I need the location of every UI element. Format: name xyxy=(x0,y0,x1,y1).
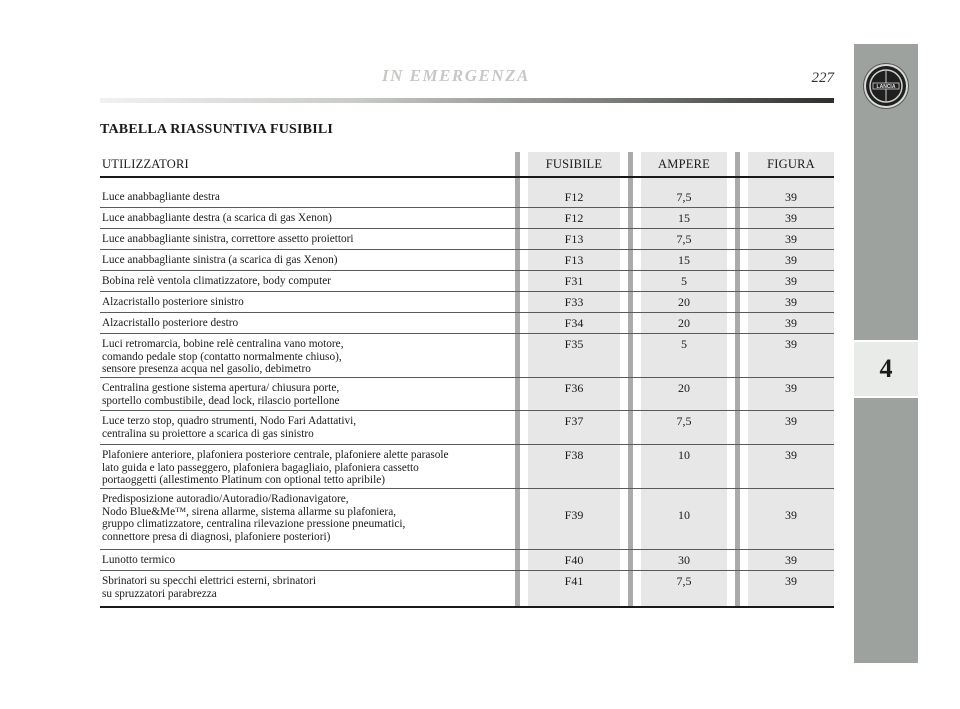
figura-cell: 39 xyxy=(785,211,797,225)
figura-cell: 39 xyxy=(785,381,797,395)
table-header xyxy=(100,152,834,177)
ampere-cell: 7,5 xyxy=(676,574,692,588)
ampere-cell: 15 xyxy=(678,253,690,267)
column-header-utilizzatori: UTILIZZATORI xyxy=(102,157,189,171)
figura-cell: 39 xyxy=(785,316,797,330)
column-header-fusibile: FUSIBILE xyxy=(545,157,603,171)
ampere-cell: 15 xyxy=(678,211,690,225)
fusibile-cell: F31 xyxy=(564,274,584,288)
section-title: TABELLA RIASSUNTIVA FUSIBILI xyxy=(100,122,334,137)
utilizzatore-cell: Predisposizione autoradio/Autoradio/Radionavigatore, Nodo Blue&Me™, sirena allarme, sistema allarme su plafoniera, gruppo climatizzatore, centralina rilevazione pressione pneumatici, connettore presa di diagnosi, plafoniere posteriori) xyxy=(102,493,406,543)
header-underline xyxy=(100,176,834,178)
utilizzatore-cell: Bobina relè ventola climatizzatore, body computer xyxy=(102,275,331,287)
fusibile-cell: F12 xyxy=(564,211,584,225)
fusibile-cell: F13 xyxy=(564,232,584,246)
fusibile-cell: F39 xyxy=(564,508,584,522)
table-row xyxy=(100,312,834,334)
utilizzatore-cell: Alzacristallo posteriore destro xyxy=(102,317,239,329)
figura-cell: 39 xyxy=(785,232,797,246)
figura-cell: 39 xyxy=(785,553,797,567)
table-bottom-rule xyxy=(100,606,834,608)
ampere-cell: 10 xyxy=(678,508,690,522)
fusibile-cell: F33 xyxy=(564,295,584,309)
ampere-cell: 7,5 xyxy=(676,414,692,428)
fusibile-cell: F35 xyxy=(564,337,584,351)
table-row xyxy=(100,570,834,606)
figura-cell: 39 xyxy=(785,295,797,309)
fusibile-cell: F36 xyxy=(564,381,584,395)
table-row xyxy=(100,249,834,271)
figura-cell: 39 xyxy=(785,414,797,428)
utilizzatore-cell: Centralina gestione sistema apertura/ chiusura porte, sportello combustibile, dead lock, rilascio portellone xyxy=(102,382,340,407)
ampere-cell: 5 xyxy=(681,274,687,288)
fusibile-cell: F37 xyxy=(564,414,584,428)
header-rule xyxy=(100,98,834,103)
figura-cell: 39 xyxy=(785,448,797,462)
fusibile-cell: F40 xyxy=(564,553,584,567)
ampere-cell: 7,5 xyxy=(676,190,692,204)
ampere-cell: 7,5 xyxy=(676,232,692,246)
figura-cell: 39 xyxy=(785,337,797,351)
column-header-ampere: AMPERE xyxy=(658,157,710,171)
table-row xyxy=(100,549,834,571)
table-row xyxy=(100,270,834,292)
svg-text:LANCIA: LANCIA xyxy=(876,84,896,90)
ampere-cell: 30 xyxy=(678,553,690,567)
figura-cell: 39 xyxy=(785,190,797,204)
running-header-title: IN EMERGENZA xyxy=(382,66,530,85)
table-row xyxy=(100,488,834,550)
utilizzatore-cell: Luce anabbagliante destra xyxy=(102,191,220,203)
figura-cell: 39 xyxy=(785,508,797,522)
ampere-cell: 20 xyxy=(678,316,690,330)
utilizzatore-cell: Luce anabbagliante destra (a scarica di gas Xenon) xyxy=(102,212,332,224)
table-row xyxy=(100,333,834,378)
table-row xyxy=(100,377,834,411)
figura-cell: 39 xyxy=(785,274,797,288)
fusibile-cell: F38 xyxy=(564,448,584,462)
table-row xyxy=(100,207,834,229)
utilizzatore-cell: Luce anabbagliante sinistra, correttore assetto proiettori xyxy=(102,233,354,245)
ampere-cell: 20 xyxy=(678,381,690,395)
utilizzatore-cell: Luce terzo stop, quadro strumenti, Nodo Fari Adattativi, centralina su proiettore a scarica di gas sinistro xyxy=(102,415,357,440)
chapter-number: 4 xyxy=(854,340,918,398)
table-row xyxy=(100,228,834,250)
figura-cell: 39 xyxy=(785,574,797,588)
column-header-figura: FIGURA xyxy=(767,157,815,171)
page-number: 227 xyxy=(811,70,834,86)
utilizzatore-cell: Luce anabbagliante sinistra (a scarica di gas Xenon) xyxy=(102,254,338,266)
table-row xyxy=(100,444,834,489)
ampere-cell: 20 xyxy=(678,295,690,309)
utilizzatore-cell: Luci retromarcia, bobine relè centralina vano motore, comando pedale stop (contatto normalmente chiuso), sensore presenza acqua nel gasolio, debimetro xyxy=(102,338,344,375)
utilizzatore-cell: Alzacristallo posteriore sinistro xyxy=(102,296,244,308)
table-row xyxy=(100,410,834,445)
utilizzatore-cell: Sbrinatori su specchi elettrici esterni, sbrinatori su spruzzatori parabrezza xyxy=(102,575,316,600)
fusibile-cell: F41 xyxy=(564,574,584,588)
fusibile-cell: F34 xyxy=(564,316,584,330)
fusibile-cell: F12 xyxy=(564,190,584,204)
figura-cell: 39 xyxy=(785,253,797,267)
ampere-cell: 5 xyxy=(681,337,687,351)
table-row xyxy=(100,291,834,313)
lancia-logo-icon xyxy=(866,66,906,106)
ampere-cell: 10 xyxy=(678,448,690,462)
fusibile-cell: F13 xyxy=(564,253,584,267)
utilizzatore-cell: Plafoniere anteriore, plafoniera posteriore centrale, plafoniere alette parasole lato guida e lato passeggero, plafoniera bagagliaio, plafoniera cassetto portaoggetti (allestimento Platinum con optional tetto apribile) xyxy=(102,449,449,486)
utilizzatore-cell: Lunotto termico xyxy=(102,554,176,566)
table-row xyxy=(100,186,834,208)
